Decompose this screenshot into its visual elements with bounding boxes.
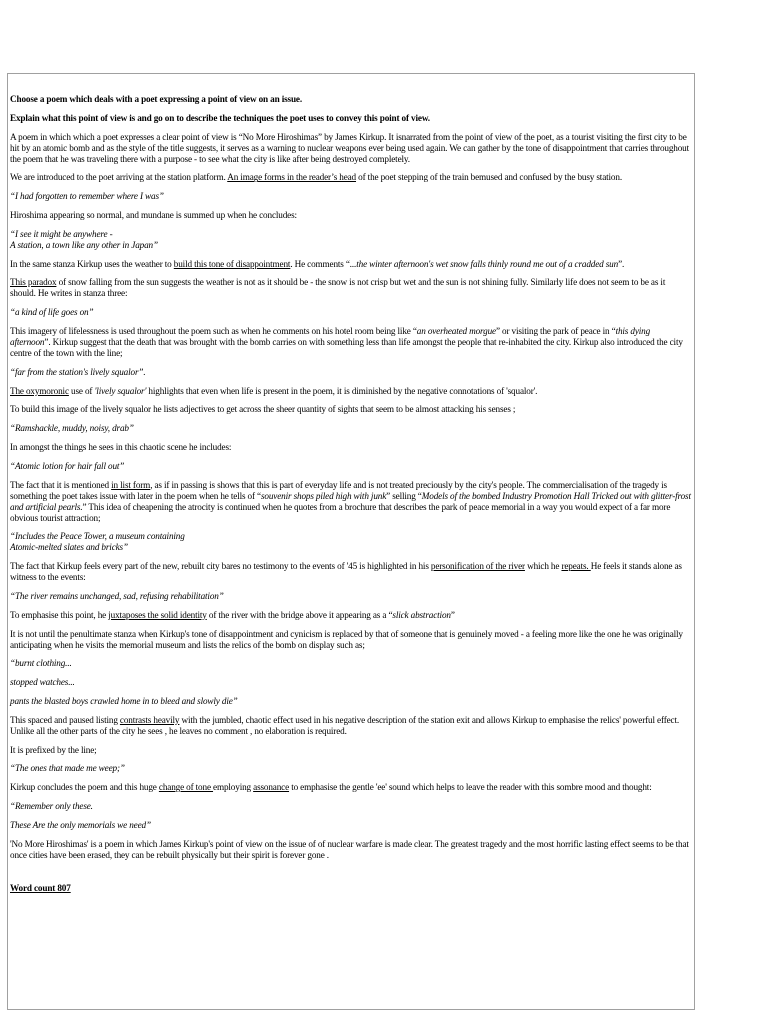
amongst-paragraph: In amongst the things he sees in this chaotic scene he includes: — [10, 441, 232, 452]
quote-far: “far from the station's lively squalor”. — [10, 366, 146, 377]
quote-peace: “Includes the Peace Tower, a museum containing Atomic-melted slates and bricks” — [10, 531, 185, 553]
quote-anywhere: “I see it might be anywhere - A station, a town like any other in Japan” — [10, 228, 158, 250]
build-paragraph: To build this image of the lively squalor he lists adjectives to get across the sheer quantity of sights that seem to be almost attacking his senses ; — [10, 404, 516, 415]
conclusion-paragraph: 'No More Hiroshimas' is a poem in which James Kirkup's point of view on the issue of of nuclear warfare is made clear. The greatest tragedy and the most horrific lasting effect seems to be that once cities have been erased, they can be rebuilt physically but their spirit is forever gone . — [10, 838, 689, 860]
oxymoronic-paragraph: The oxymoronic use of 'lively squalor' highlights that even when life is present in the poem, it is diminished by the negative connotations of 'squalor'. — [10, 385, 538, 396]
lifelessness-paragraph: This imagery of lifelessness is used throughout the poem such as when he comments on his hotel room being like “an overheated morgue” or visiting the park of peace in “this dying afternoon”. Kirkup suggest that the death that was brought with the bomb carries on with something less than life amongst the people that re-inhabited the city. Kirkup also introduced the city centre of the town with the line; — [10, 325, 683, 358]
essay-body — [10, 94, 692, 901]
quote-ramshackle: “Ramshackle, muddy, noisy, drab” — [10, 423, 134, 434]
quote-watches: stopped watches... — [10, 677, 75, 688]
penultimate-paragraph: It is not until the penultimate stanza when Kirkup's tone of disappointment and cynicism is replaced by that of someone that is genuinely moved - a feeling more like the one he was originally anticipating when he visits the memorial museum and lists the relics of the bomb on display such as; — [10, 628, 683, 650]
quote-river: “The river remains unchanged, sad, refusing rehabilitation” — [10, 590, 224, 601]
quote-forgotten: “I had forgotten to remember where I was” — [10, 191, 164, 202]
quote-burnt: “burnt clothing... — [10, 658, 72, 669]
rebuilt-paragraph: The fact that Kirkup feels every part of the new, rebuilt city bares no testimony to the events of '45 is highlighted in his personification of the river which he repeats. He feels it stands alone as witness to the events: — [10, 561, 682, 583]
question-line-1: Choose a poem which deals with a poet expressing a point of view on an issue. — [10, 94, 303, 104]
stanza-paragraph: In the same stanza Kirkup uses the weather to build this tone of disappointment. He comments “...the winter afternoon's wet snow falls thinly round me out of a cradded sun”. — [10, 258, 625, 269]
quote-weep: “The ones that made me weep;” — [10, 763, 125, 774]
hiroshima-paragraph: Hiroshima appearing so normal, and mundane is summed up when he concludes: — [10, 209, 297, 220]
document-page — [7, 73, 695, 1010]
emphasise-paragraph: To emphasise this point, he juxtaposes the solid identity of the river with the bridge above it appearing as a “slick abstraction” — [10, 609, 455, 620]
quote-memorials: These Are the only memorials we need” — [10, 819, 151, 830]
prefixed-paragraph: It is prefixed by the line; — [10, 744, 97, 755]
word-count: Word count 807 — [10, 882, 71, 893]
question-line-2: Explain what this point of view is and go on to describe the techniques the poet uses to convey this point of view. — [10, 112, 430, 123]
spaced-paragraph: This spaced and paused listing contrasts heavily with the jumbled, chaotic effect used in his negative description of the station exit and allows Kirkup to emphasise the relics' powerful effect. Unlike all the other parts of the city he sees , he leaves no comment , no elaboration is required. — [10, 714, 680, 736]
station-paragraph: We are introduced to the poet arriving at the station platform. An image forms in the reader’s head of the poet stepping of the train bemused and confused by the busy station. — [10, 172, 622, 183]
paradox-paragraph: This paradox of snow falling from the sun suggests the weather is not as it should be - the snow is not crisp but wet and the sun is not shining fully. Similarly life does not seem to be as it should. He writes in stanza three: — [10, 277, 666, 299]
quote-life: “a kind of life goes on” — [10, 307, 94, 318]
fact-paragraph: The fact that it is mentioned in list form, as if in passing is shows that this is part of everyday life and is not treated preciously by the city's people. The commercialisation of the tragedy is something the poet takes issue with later in the poem when he tells of “souvenir shops piled high with junk” selling “Models of the bombed Industry Promotion Hall Tricked out with glitter-frost and artificial pearls.” This idea of cheapening the atrocity is continued when he quotes from a brochure that describes the park of peace memorial in a way you would expect of a far more obvious tourist attraction; — [10, 479, 691, 523]
quote-atomic: “Atomic lotion for hair fall out” — [10, 460, 125, 471]
concludes-paragraph: Kirkup concludes the poem and this huge change of tone employing assonance to emphasise the gentle 'ee' sound which helps to leave the reader with this sombre mood and thought: — [10, 782, 652, 793]
quote-remember: “Remember only these. — [10, 800, 93, 811]
intro-paragraph: A poem in which which a poet expresses a clear point of view is “No More Hiroshimas” by James Kirkup. It isnarrated from the point of view of the poet, as a tourist visiting the first city to be hit by an atomic bomb and as the style of the title suggests, it serves as a warning to nuclear weapons ever being used again. We can gather by the tone of disappointment that carries throughout the poem that he was traveling there with a purpose - to see what the city is like after being destroyed completely. — [10, 131, 690, 164]
quote-pants: pants the blasted boys crawled home in to bleed and slowly die” — [10, 695, 238, 706]
